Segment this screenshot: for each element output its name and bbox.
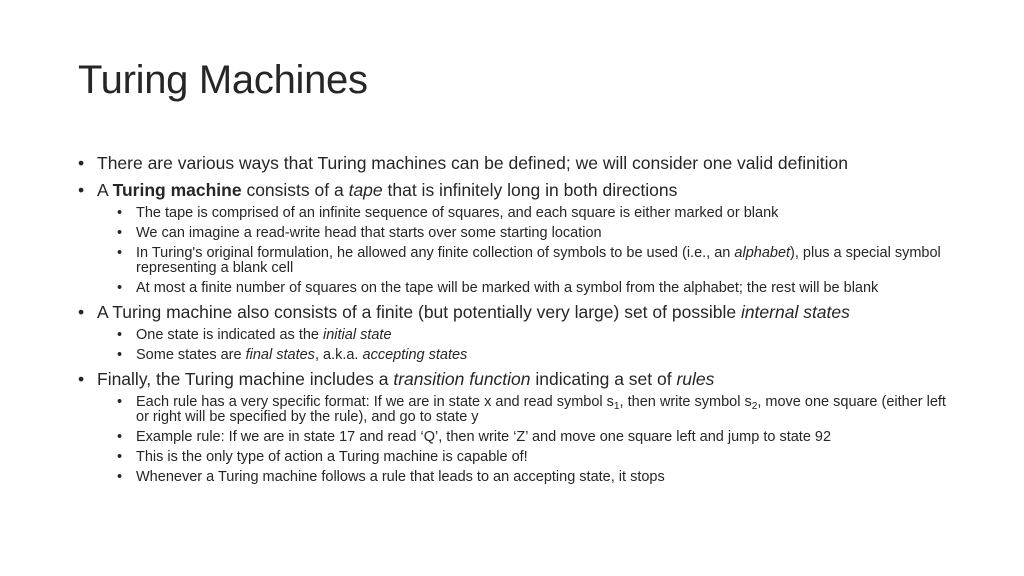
sub-bullet-list — [97, 395, 958, 485]
bold-term: Turing machine — [112, 180, 242, 200]
sub-bullet-text: One state is indicated as the initial state — [136, 327, 392, 343]
sub-bullet-text: We can imagine a read-write head that starts over some starting location — [136, 225, 602, 241]
slide-title: Turing Machines — [78, 58, 368, 102]
bullet-text: Finally, the Turing machine includes a transition function indicating a set of rules — [97, 369, 715, 389]
sub-bullet-item — [117, 470, 958, 485]
italic-term: accepting states — [362, 347, 468, 363]
subscript: 1 — [613, 401, 620, 412]
sub-bullet-item — [117, 281, 958, 296]
italic-term: internal states — [740, 302, 850, 322]
slide-body — [78, 152, 958, 485]
bullet-icon: • — [78, 369, 85, 389]
sub-bullet-text: In Turing's original formulation, he allowed any finite collection of symbols to be used (i.e., an alphabet), plus a special symbol representing a blank cell — [136, 245, 941, 276]
sub-bullet-item — [117, 226, 958, 241]
italic-term: alphabet — [734, 245, 791, 261]
sub-bullet-text: At most a finite number of squares on the tape will be marked with a symbol from the alphabet; the rest will be blank — [136, 280, 879, 296]
bullet-icon: • — [117, 245, 123, 261]
bullet-item — [78, 152, 958, 174]
bullet-icon: • — [117, 347, 123, 363]
italic-term: rules — [676, 369, 715, 389]
bullet-item — [78, 368, 958, 485]
bullet-icon: • — [78, 180, 85, 200]
bullet-list — [78, 152, 958, 485]
sub-bullet-item — [117, 328, 958, 343]
bullet-icon: • — [78, 153, 85, 173]
bullet-icon: • — [117, 394, 123, 410]
bullet-icon: • — [117, 469, 123, 485]
sub-bullet-item — [117, 395, 958, 425]
bullet-text: A Turing machine also consists of a finite (but potentially very large) set of possible internal states — [97, 302, 850, 322]
sub-bullet-text: Example rule: If we are in state 17 and read ‘Q’, then write ‘Z’ and move one square left and jump to state 92 — [136, 429, 832, 445]
sub-bullet-text: The tape is comprised of an infinite sequence of squares, and each square is either marked or blank — [136, 205, 779, 221]
sub-bullet-list — [97, 206, 958, 296]
bullet-icon: • — [117, 280, 123, 296]
italic-term: initial state — [323, 327, 392, 343]
bullet-item — [78, 179, 958, 296]
sub-bullet-text: Whenever a Turing machine follows a rule that leads to an accepting state, it stops — [136, 469, 665, 485]
sub-bullet-item — [117, 206, 958, 221]
bullet-icon: • — [117, 205, 123, 221]
bullet-icon: • — [117, 449, 123, 465]
bullet-icon: • — [117, 327, 123, 343]
sub-bullet-list — [97, 328, 958, 363]
sub-bullet-item — [117, 430, 958, 445]
sub-bullet-item — [117, 246, 958, 276]
subscript: 2 — [751, 401, 758, 412]
sub-bullet-text: Each rule has a very specific format: If we are in state x and read symbol $s_1$, then write symbol $s_2$, move one square (either left or right will be specified by the rule), and go to state y — [136, 394, 946, 425]
bullet-icon: • — [78, 302, 85, 322]
italic-term: tape — [348, 180, 383, 200]
bullet-item — [78, 301, 958, 363]
sub-bullet-item — [117, 348, 958, 363]
bullet-icon: • — [117, 225, 123, 241]
sub-bullet-text: Some states are final states, a.k.a. accepting states — [136, 347, 468, 363]
sub-bullet-text: This is the only type of action a Turing machine is capable of! — [136, 449, 528, 465]
bullet-icon: • — [117, 429, 123, 445]
bullet-text: There are various ways that Turing machines can be defined; we will consider one valid definition — [97, 153, 848, 173]
bullet-text: A Turing machine consists of a tape that is infinitely long in both directions — [97, 180, 678, 200]
italic-term: transition function — [393, 369, 531, 389]
sub-bullet-item — [117, 450, 958, 465]
italic-term: final states — [245, 347, 315, 363]
